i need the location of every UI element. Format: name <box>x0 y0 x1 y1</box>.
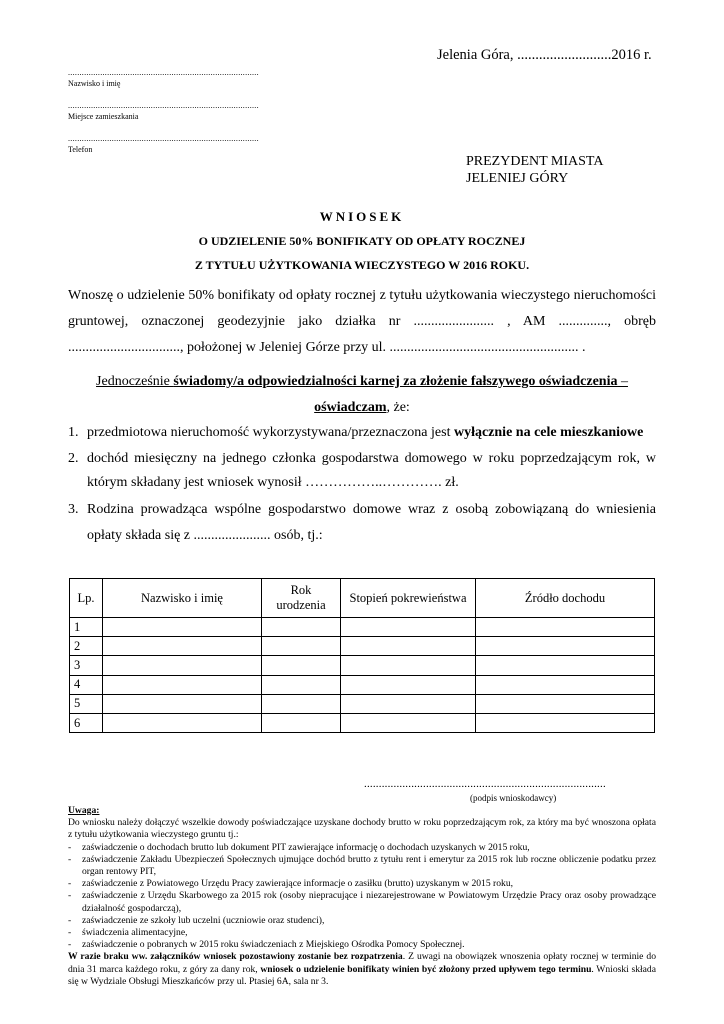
request-paragraph: Wnoszę o udzielenie 50% bonifikaty od opłaty rocznej z tytułu użytkowania wieczystego nieruchomości gruntowej, oznaczonej geodezyjnie jako działka nr ....................... , AM .............., obręb ................................, położonej w Jeleniej Górze przy ul. ...................................................... . <box>68 288 656 355</box>
row-number: 2 <box>70 637 103 656</box>
column-header-birth-year: Rok urodzenia <box>262 579 341 618</box>
column-header-relationship: Stopień pokrewieństwa <box>341 579 476 618</box>
notes-dash: - <box>68 914 72 926</box>
column-header-name: Nazwisko i imię <box>103 579 262 618</box>
table-header-row <box>70 579 655 618</box>
list-item <box>68 939 656 951</box>
cell-relationship[interactable] <box>341 713 476 732</box>
cell-name[interactable] <box>103 713 262 732</box>
cell-birth-year[interactable] <box>262 637 341 656</box>
notes-intro: Do wniosku należy dołączyć wszelkie dowody poświadczające uzyskane dochody brutto w roku poprzedzającym rok, za który ma być wnoszona opłata z tytułu użytkowania wieczystego gruntu tj.: <box>68 817 656 841</box>
list-item-number: 3. <box>68 501 79 517</box>
notes-item-text: zaświadczenie Zakładu Ubezpieczeń Społecznych ujmujące dochód brutto z tytułu rent i emerytur za 2015 rok lub roczne obliczenie podatku przez organ rentowy PIT, <box>82 853 656 878</box>
table-row <box>70 694 655 713</box>
cell-name[interactable] <box>103 694 262 713</box>
notes-item-text: zaświadczenie o pobranych w 2015 roku świadczeniach z Miejskiego Ośrodka Pomocy Społecznej. <box>82 939 465 951</box>
notes-final-text-2: . Wnioski składa się w Wydziale Obsługi Mieszkańców przy ul. Ptasiej 6A, sala nr 3. <box>68 963 656 987</box>
row-number: 5 <box>70 694 103 713</box>
cell-name[interactable] <box>103 637 262 656</box>
row-number: 3 <box>70 656 103 675</box>
list-item <box>68 915 656 927</box>
notes-dash: - <box>68 841 72 853</box>
cell-birth-year[interactable] <box>262 675 341 694</box>
cell-relationship[interactable] <box>341 675 476 694</box>
declaration-bold-2: oświadczam <box>314 400 387 415</box>
list-item <box>68 927 656 939</box>
declaration-dash: – <box>617 374 628 389</box>
declaration-prefix: Jednocześnie <box>96 374 174 389</box>
cell-relationship[interactable] <box>341 694 476 713</box>
cell-relationship[interactable] <box>341 656 476 675</box>
sender-address-dots: ................................................................................... <box>68 101 259 110</box>
column-header-income-source: Źródło dochodu <box>476 579 655 618</box>
declaration-list <box>68 421 656 549</box>
declaration-suffix: , że: <box>386 400 410 415</box>
addressee-line-1: PREZYDENT MIASTA <box>466 154 604 169</box>
notes-dash: - <box>68 939 72 951</box>
list-item-number: 1. <box>68 425 79 440</box>
cell-birth-year[interactable] <box>262 713 341 732</box>
list-item <box>68 447 656 496</box>
notes-dash: - <box>68 878 72 890</box>
notes-final-bold-1: W razie braku ww. załączników wniosek pozostawiony zostanie bez rozpatrzenia <box>68 951 403 963</box>
column-header-lp: Lp. <box>70 579 103 618</box>
addressee <box>466 153 603 187</box>
cell-income-source[interactable] <box>476 713 655 732</box>
sender-name-label: Nazwisko i imię <box>68 79 121 88</box>
list-item <box>68 842 656 854</box>
cell-birth-year[interactable] <box>262 618 341 637</box>
cell-name[interactable] <box>103 618 262 637</box>
cell-birth-year[interactable] <box>262 656 341 675</box>
table-row <box>70 713 655 732</box>
signature-label: (podpis wnioskodawcy) <box>470 793 557 803</box>
list-item-text: przedmiotowa nieruchomość wykorzystywana/przeznaczona jest <box>87 425 454 440</box>
notes-final-bold-2: wniosek o udzielenie bonifikaty winien być złożony przed upływem tego terminu <box>260 963 592 975</box>
signature-line[interactable]: .................................................................................. <box>364 778 606 790</box>
sender-address-label: Miejsce zamieszkania <box>68 112 139 121</box>
notes-heading: Uwaga: <box>68 805 100 816</box>
list-item-text: dochód miesięczny na jednego członka gospodarstwa domowego w roku poprzedzającym rok, w którym składany jest wniosek wynosił ……………..…………. zł. <box>87 450 656 490</box>
row-number: 6 <box>70 713 103 732</box>
cell-income-source[interactable] <box>476 637 655 656</box>
notes-item-text: zaświadczenie ze szkoły lub uczelni (uczniowie oraz studenci), <box>82 914 325 926</box>
cell-birth-year[interactable] <box>262 694 341 713</box>
declaration-bold: świadomy/a odpowiedzialności karnej za złożenie fałszywego oświadczenia <box>173 374 618 389</box>
document-title: WNIOSEK <box>319 209 405 224</box>
table-row <box>70 618 655 637</box>
table-row <box>70 637 655 656</box>
list-item <box>68 854 656 878</box>
notes-section <box>68 805 656 988</box>
declaration <box>68 369 656 421</box>
notes-item-text: zaświadczenie z Powiatowego Urzędu Pracy zawierające informacje o zasiłku (brutto) uzyskanym w 2015 roku, <box>82 878 514 890</box>
date-line: Jelenia Góra, ..........................2016 r. <box>437 47 652 63</box>
addressee-line-2: JELENIEJ GÓRY <box>466 171 569 186</box>
notes-final-text-1: . Z uwagi na obowiązek wnoszenia opłaty rocznej w terminie do dnia 31 marca każdego roku, z góry za dany rok, <box>68 951 656 975</box>
list-item-number: 2. <box>68 450 79 466</box>
notes-dash: - <box>68 853 72 865</box>
document-subtitle-line-2: Z TYTUŁU UŻYTKOWANIA WIECZYSTEGO W 2016 ROKU. <box>194 258 530 272</box>
cell-relationship[interactable] <box>341 618 476 637</box>
cell-relationship[interactable] <box>341 637 476 656</box>
sender-phone-label: Telefon <box>68 145 93 154</box>
cell-income-source[interactable] <box>476 694 655 713</box>
sender-name-dots: ................................................................................... <box>68 68 259 77</box>
list-item <box>68 878 656 890</box>
list-item-text: Rodzina prowadząca wspólne gospodarstwo domowe wraz z osobą zobowiązaną do wniesienia opłaty składa się z ...................... osób, tj.: <box>87 501 656 543</box>
notes-item-text: zaświadczenie o dochodach brutto lub dokument PIT zawierające informację o dochodach uzyskanych w 2015 roku, <box>82 841 530 853</box>
sender-phone-dots: ................................................................................... <box>68 134 259 143</box>
document-subtitle-line-1: O UDZIELENIE 50% BONIFIKATY OD OPŁATY ROCZNEJ <box>198 234 526 248</box>
notes-final <box>68 951 656 988</box>
list-item <box>68 890 656 914</box>
notes-dash: - <box>68 890 72 902</box>
cell-income-source[interactable] <box>476 675 655 694</box>
household-members-table <box>69 578 655 733</box>
row-number: 1 <box>70 618 103 637</box>
notes-dash: - <box>68 927 72 939</box>
cell-name[interactable] <box>103 675 262 694</box>
list-item-bold: wyłącznie na cele mieszkaniowe <box>453 425 644 440</box>
notes-item-text: świadczenia alimentacyjne, <box>82 927 188 939</box>
cell-income-source[interactable] <box>476 656 655 675</box>
cell-income-source[interactable] <box>476 618 655 637</box>
table-row <box>70 675 655 694</box>
list-item <box>68 497 656 549</box>
row-number: 4 <box>70 675 103 694</box>
list-item <box>68 421 656 446</box>
table-row <box>70 656 655 675</box>
cell-name[interactable] <box>103 656 262 675</box>
notes-item-text: zaświadczenie z Urzędu Skarbowego za 2015 rok (osoby niepracujące i niezarejestrowane w Powiatowym Urzędzie Pracy oraz osoby prowadzące działalność gospodarczą), <box>82 890 656 914</box>
